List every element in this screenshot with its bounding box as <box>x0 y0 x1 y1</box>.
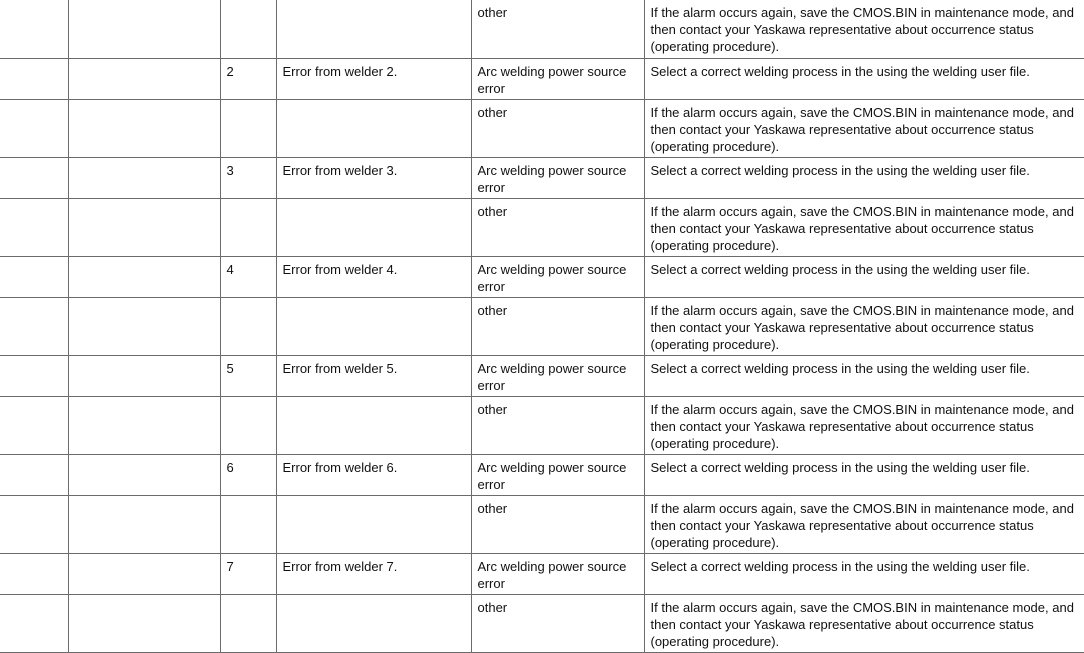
alarm-name-cell <box>68 199 220 257</box>
remedy-cell: If the alarm occurs again, save the CMOS.BIN in maintenance mode, and then contact your Yaskawa representative about occurrence status (operating procedure). <box>644 496 1084 554</box>
alarm-name-cell <box>68 0 220 59</box>
table-row <box>0 455 1084 496</box>
alarm-name-cell <box>68 298 220 356</box>
alarm-name-cell <box>68 158 220 199</box>
meaning-cell: Error from welder 3. <box>276 158 471 199</box>
alarm-name-cell <box>68 554 220 595</box>
remedy-cell: If the alarm occurs again, save the CMOS.BIN in maintenance mode, and then contact your Yaskawa representative about occurrence status (operating procedure). <box>644 595 1084 653</box>
table-row <box>0 554 1084 595</box>
meaning-cell <box>276 595 471 653</box>
sub-code-cell <box>220 397 276 455</box>
remedy-cell: If the alarm occurs again, save the CMOS.BIN in maintenance mode, and then contact your Yaskawa representative about occurrence status (operating procedure). <box>644 397 1084 455</box>
remedy-cell: If the alarm occurs again, save the CMOS.BIN in maintenance mode, and then contact your Yaskawa representative about occurrence status (operating procedure). <box>644 100 1084 158</box>
meaning-cell: Error from welder 6. <box>276 455 471 496</box>
cause-cell: Arc welding power source error <box>471 554 644 595</box>
remedy-cell: Select a correct welding process in the using the welding user file. <box>644 554 1084 595</box>
alarm-number-cell <box>0 100 68 158</box>
table-row <box>0 356 1084 397</box>
meaning-cell <box>276 298 471 356</box>
sub-code-cell: 4 <box>220 257 276 298</box>
sub-code-cell: 7 <box>220 554 276 595</box>
alarm-number-cell <box>0 257 68 298</box>
alarm-name-cell <box>68 397 220 455</box>
remedy-cell: If the alarm occurs again, save the CMOS.BIN in maintenance mode, and then contact your Yaskawa representative about occurrence status (operating procedure). <box>644 0 1084 59</box>
table-row <box>0 298 1084 356</box>
alarm-number-cell <box>0 158 68 199</box>
sub-code-cell <box>220 199 276 257</box>
sub-code-cell: 5 <box>220 356 276 397</box>
remedy-cell: Select a correct welding process in the using the welding user file. <box>644 455 1084 496</box>
sub-code-cell <box>220 298 276 356</box>
meaning-cell <box>276 199 471 257</box>
cause-cell: other <box>471 397 644 455</box>
meaning-cell: Error from welder 5. <box>276 356 471 397</box>
cause-cell: Arc welding power source error <box>471 158 644 199</box>
sub-code-cell: 3 <box>220 158 276 199</box>
cause-cell: Arc welding power source error <box>471 356 644 397</box>
remedy-cell: If the alarm occurs again, save the CMOS.BIN in maintenance mode, and then contact your Yaskawa representative about occurrence status (operating procedure). <box>644 298 1084 356</box>
alarm-number-cell <box>0 298 68 356</box>
alarm-name-cell <box>68 455 220 496</box>
alarm-number-cell <box>0 199 68 257</box>
alarm-number-cell <box>0 356 68 397</box>
alarm-name-cell <box>68 496 220 554</box>
sub-code-cell: 6 <box>220 455 276 496</box>
table-row <box>0 257 1084 298</box>
alarm-number-cell <box>0 455 68 496</box>
alarm-number-cell <box>0 595 68 653</box>
sub-code-cell <box>220 496 276 554</box>
meaning-cell <box>276 496 471 554</box>
meaning-cell <box>276 100 471 158</box>
cause-cell: other <box>471 0 644 59</box>
cause-cell: Arc welding power source error <box>471 59 644 100</box>
alarm-number-cell <box>0 59 68 100</box>
cause-cell: other <box>471 100 644 158</box>
cause-cell: other <box>471 298 644 356</box>
table-row <box>0 158 1084 199</box>
remedy-cell: If the alarm occurs again, save the CMOS.BIN in maintenance mode, and then contact your Yaskawa representative about occurrence status (operating procedure). <box>644 199 1084 257</box>
cause-cell: Arc welding power source error <box>471 257 644 298</box>
alarm-number-cell <box>0 554 68 595</box>
table-row <box>0 59 1084 100</box>
sub-code-cell: 2 <box>220 59 276 100</box>
sub-code-cell <box>220 595 276 653</box>
alarm-name-cell <box>68 356 220 397</box>
alarm-name-cell <box>68 59 220 100</box>
table-row <box>0 100 1084 158</box>
remedy-cell: Select a correct welding process in the using the welding user file. <box>644 257 1084 298</box>
cause-cell: other <box>471 496 644 554</box>
cause-cell: other <box>471 595 644 653</box>
remedy-cell: Select a correct welding process in the using the welding user file. <box>644 158 1084 199</box>
cause-cell: Arc welding power source error <box>471 455 644 496</box>
cause-cell: other <box>471 199 644 257</box>
sub-code-cell <box>220 0 276 59</box>
alarm-number-cell <box>0 496 68 554</box>
meaning-cell: Error from welder 2. <box>276 59 471 100</box>
remedy-cell: Select a correct welding process in the using the welding user file. <box>644 356 1084 397</box>
table-row <box>0 199 1084 257</box>
alarm-name-cell <box>68 595 220 653</box>
meaning-cell <box>276 397 471 455</box>
table-row <box>0 397 1084 455</box>
meaning-cell: Error from welder 7. <box>276 554 471 595</box>
remedy-cell: Select a correct welding process in the using the welding user file. <box>644 59 1084 100</box>
alarm-number-cell <box>0 0 68 59</box>
alarm-number-cell <box>0 397 68 455</box>
table-row <box>0 0 1084 59</box>
table-row <box>0 595 1084 653</box>
sub-code-cell <box>220 100 276 158</box>
meaning-cell: Error from welder 4. <box>276 257 471 298</box>
meaning-cell <box>276 0 471 59</box>
alarm-name-cell <box>68 257 220 298</box>
alarm-name-cell <box>68 100 220 158</box>
table-row <box>0 496 1084 554</box>
